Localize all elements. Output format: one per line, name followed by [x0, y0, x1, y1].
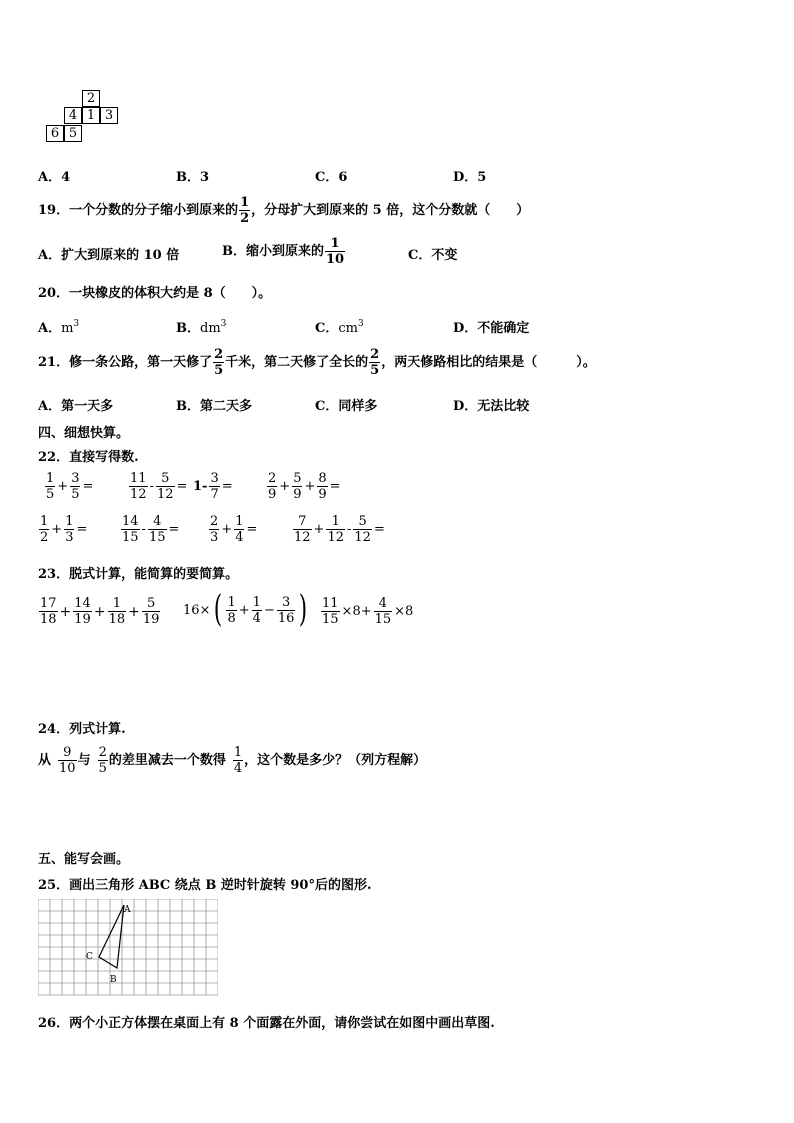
section-5-title: 五、能写会画。 — [38, 852, 130, 867]
point-b-label: B — [110, 975, 117, 985]
section-4-title: 四、细想快算。 — [38, 426, 130, 441]
q19-option-b[interactable]: B．缩小到原来的 $\frac{1}{10}$ — [222, 236, 345, 267]
cube-cell: 6 — [46, 125, 64, 142]
q21-option-b[interactable]: B．第二天多 — [176, 399, 252, 414]
q22-expr: $\frac{1}{5}$ + $\frac{3}{5}$ = — [46, 471, 94, 502]
q24-question: 从 $\frac{9}{10}$ 与 $\frac{2}{5}$ 的差里减去一个数得 $\frac{1}{4}$ ，这个数是多少？（列方程解） — [38, 745, 427, 776]
q21-option-d[interactable]: D．无法比较 — [453, 399, 530, 414]
q20-option-c[interactable]: C．$cm^3$ — [315, 319, 364, 336]
q20-option-d[interactable]: D．不能确定 — [453, 321, 530, 336]
q21-option-a[interactable]: A．第一天多 — [38, 399, 114, 414]
q22-expr: $\frac{2}{3}$ + $\frac{1}{4}$ = — [210, 514, 258, 545]
q26-question: 26．两个小正方体摆在桌面上有 8 个面露在外面，请你尝试在如图中画出草图. — [38, 1016, 495, 1031]
q22-expr: $\frac{14}{15}$ - $\frac{4}{15}$ = — [122, 514, 180, 545]
triangle-abc — [99, 905, 124, 968]
cube-cell: 2 — [82, 90, 100, 107]
fraction: $\frac{1}{2}$ — [240, 195, 250, 226]
q23-expr-2: 16× ( $\frac{1}{8}$ + $\frac{1}{4}$ − $\frac{3}{16}$ ) — [183, 589, 308, 630]
q22-expr: $\frac{11}{12}$ - $\frac{5}{12}$ = — [130, 471, 188, 502]
q20-option-b[interactable]: B．$dm^3$ — [176, 319, 227, 336]
q19-option-c[interactable]: C．不变 — [408, 248, 458, 263]
q19-prefix: 19．一个分数的分子缩小到原来的 — [38, 203, 239, 218]
q24-title: 24．列式计算. — [38, 722, 126, 737]
fraction: $\frac{2}{5}$ — [214, 347, 224, 378]
cube-cell: 1 — [82, 107, 100, 124]
q23-title: 23．脱式计算，能简算的要简算。 — [38, 567, 239, 582]
cube-cell: 4 — [64, 107, 82, 124]
q22-expr: $\frac{7}{12}$ + $\frac{1}{12}$ - $\frac{5}{12}$ = — [294, 514, 385, 545]
fraction: $\frac{1}{10}$ — [326, 236, 345, 267]
q22-expr: 1- $\frac{3}{7}$ = — [193, 471, 233, 502]
q21-question: 21．修一条公路，第一天修了 $\frac{2}{5}$ 千米，第二天修了全长的 $\frac{2}{5}$ ，两天修路相比的结果是（ ）。 — [38, 347, 596, 378]
q22-expr: $\frac{2}{9}$ + $\frac{5}{9}$ + $\frac{8}{9}$ = — [268, 471, 341, 502]
q25-title: 25．画出三角形 ABC 绕点 B 逆时针旋转 90°后的图形. — [38, 878, 372, 893]
q22-title: 22．直接写得数. — [38, 450, 139, 465]
q18-option-c[interactable]: C．6 — [315, 170, 348, 185]
fraction: $\frac{2}{5}$ — [370, 347, 380, 378]
point-c-label: C — [86, 952, 93, 962]
q20-option-a[interactable]: A．$m^3$ — [38, 319, 80, 336]
q19-option-a[interactable]: A．扩大到原来的 10 倍 — [38, 248, 180, 263]
q18-option-d[interactable]: D．5 — [453, 170, 487, 185]
q23-expr-3: $\frac{11}{15}$ ×8+ $\frac{4}{15}$ ×8 — [322, 596, 414, 627]
q18-option-b[interactable]: B．3 — [176, 170, 210, 185]
q18-option-a[interactable]: A．4 — [38, 170, 71, 185]
q19-question — [38, 196, 529, 225]
point-a-label: A — [124, 905, 131, 915]
q22-expr: $\frac{1}{2}$ + $\frac{1}{3}$ = — [40, 514, 88, 545]
q20-question: 20．一块橡皮的体积大约是 8（ ）。 — [38, 286, 272, 301]
q21-option-c[interactable]: C．同样多 — [315, 399, 378, 414]
grid-figure — [38, 899, 218, 997]
q19-suffix: ，分母扩大到原来的 5 倍，这个分数就（ ） — [251, 203, 530, 218]
cube-cell: 3 — [100, 107, 118, 124]
cube-cell: 5 — [64, 125, 82, 142]
q23-expr-1: $\frac{17}{18}$ + $\frac{14}{19}$ + $\frac{1}{18}$ + $\frac{5}{19}$ — [40, 596, 160, 627]
